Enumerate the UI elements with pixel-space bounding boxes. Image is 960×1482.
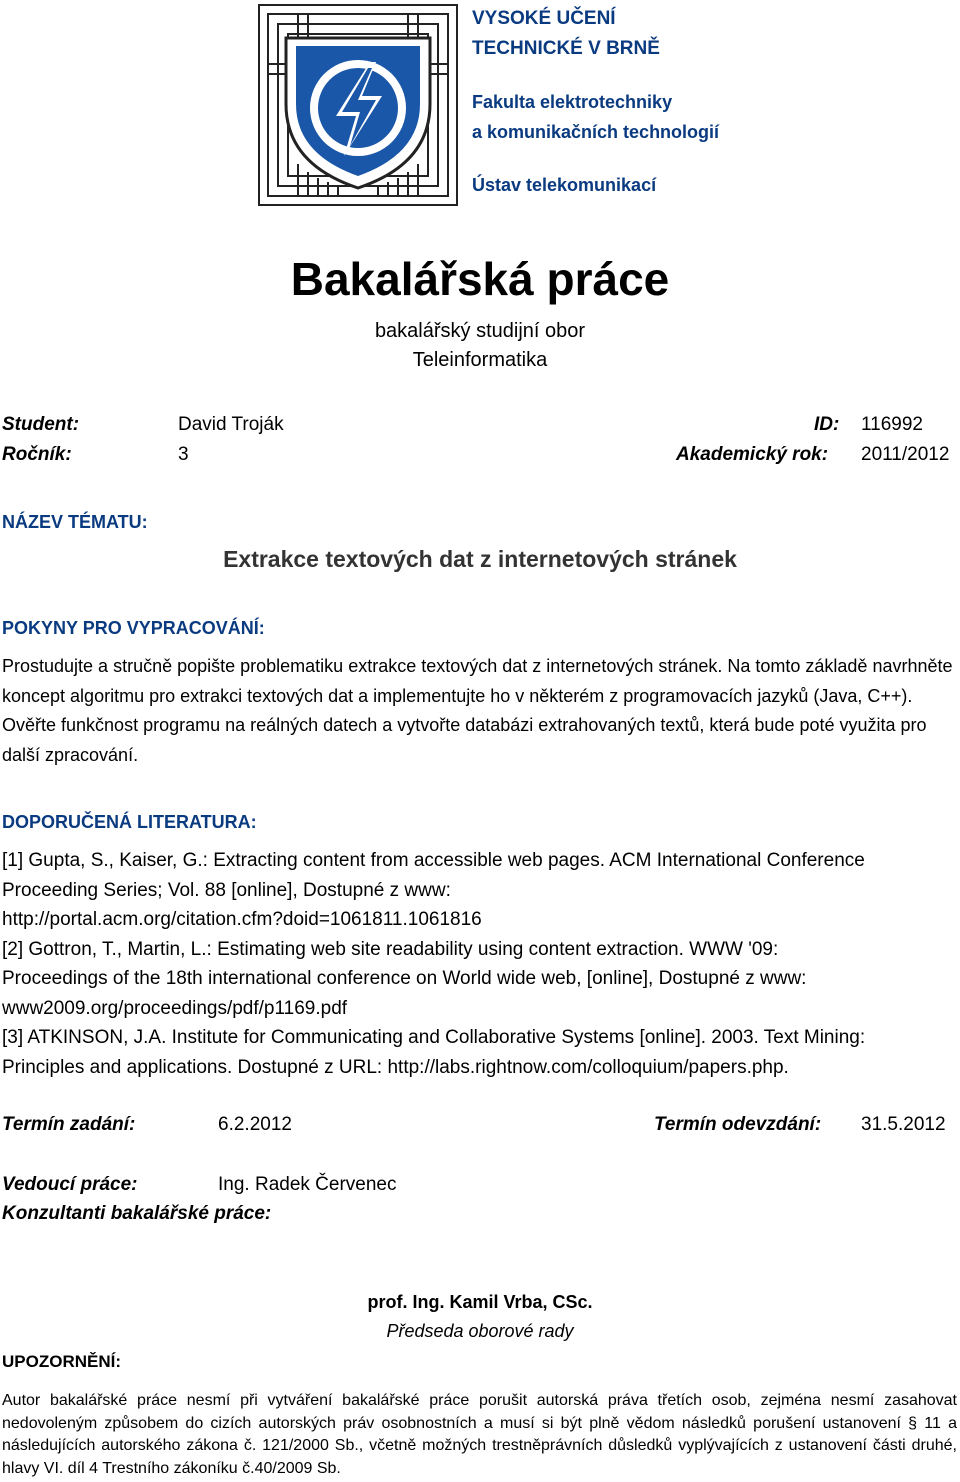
- institute-name: Ústav telekomunikací: [472, 175, 657, 195]
- topic-heading: NÁZEV TÉMATU:: [2, 512, 148, 532]
- university-name-line2: TECHNICKÉ V BRNĚ: [472, 38, 660, 59]
- study-type: bakalářský studijní obor: [374, 320, 586, 342]
- literature-line: http://portal.acm.org/citation.cfm?doid=1061811.1061816: [2, 909, 482, 930]
- study-field: Teleinformatika: [412, 349, 548, 371]
- topic-title: Extrakce textových dat z internetových stránek: [223, 546, 737, 572]
- id-label: ID:: [814, 414, 840, 435]
- academic-year-value: 2011/2012: [861, 444, 950, 465]
- instructions-text: Prostudujte a stručně popište problematiku extrakce textových dat z internetových stránek. Na tomto základě navrhněte koncept algoritmu pro extrakci textových dat a implementujte ho v některém z programovacích jazyků (Java, C++). Ověřte funkčnost programu na reálných datech a vytvořte databázi extrahovaných textů, která bude poté využita pro další zpracování.: [2, 656, 953, 765]
- chair-role: Předseda oborové rady: [386, 1321, 574, 1341]
- assignment-date-value: 6.2.2012: [218, 1114, 292, 1135]
- university-logo-icon: [258, 4, 458, 206]
- literature-line: [3] ATKINSON, J.A. Institute for Communicating and Collaborative Systems [online]. 2003. Text Mining:: [2, 1027, 866, 1048]
- supervisor-value: Ing. Radek Červenec: [218, 1174, 397, 1195]
- submission-date-label: Termín odevzdání:: [654, 1114, 822, 1135]
- faculty-name-line2: a komunikačních technologií: [472, 122, 720, 142]
- instructions-heading: POKYNY PRO VYPRACOVÁNÍ:: [2, 618, 265, 638]
- notice-heading: UPOZORNĚNÍ:: [2, 1352, 121, 1371]
- student-label: Student:: [2, 414, 80, 435]
- literature-list: [2, 846, 957, 1082]
- faculty-name-line1: Fakulta elektrotechniky: [472, 92, 673, 112]
- literature-line: Principles and applications. Dostupné z URL: http://labs.rightnow.com/colloquium/papers.php.: [2, 1056, 789, 1078]
- literature-line: Proceeding Series; Vol. 88 [online], Dostupné z www:: [2, 879, 451, 901]
- id-value: 116992: [861, 414, 923, 435]
- chair-name: prof. Ing. Kamil Vrba, CSc.: [367, 1292, 593, 1312]
- literature-heading: DOPORUČENÁ LITERATURA:: [2, 812, 257, 832]
- literature-line: [2] Gottron, T., Martin, L.: Estimating web site readability using content extraction. WWW '09:: [2, 938, 779, 960]
- university-name-line1: VYSOKÉ UČENÍ: [472, 8, 616, 29]
- submission-date-value: 31.5.2012: [861, 1114, 946, 1135]
- consultants-label: Konzultanti bakalářské práce:: [2, 1203, 272, 1224]
- notice-text: Autor bakalářské práce nesmí při vytváření bakalářské práce porušit autorská práva třetích osob, zejména nesmí zasahovat nedovoleným způsobem do cizích autorských práv osobnostních a musí si být plně vědom následků porušení ustanovení § 11 a následujících autorského zákona č. 121/2000 Sb., včetně možných trestněprávních důsledků vyplývajících z ustanovení části druhé, hlavy VI. díl 4 Trestního zákoníku č.40/2009 Sb.: [2, 1392, 957, 1477]
- academic-year-label: Akademický rok:: [676, 444, 829, 465]
- assignment-date-label: Termín zadání:: [2, 1114, 136, 1135]
- document-title: Bakalářská práce: [290, 253, 670, 305]
- literature-line: www2009.org/proceedings/pdf/p1169.pdf: [2, 997, 348, 1019]
- supervisor-label: Vedoucí práce:: [2, 1174, 138, 1195]
- literature-line: Proceedings of the 18th international conference on World wide web, [online], Dostupné z www:: [2, 968, 807, 989]
- year-value: 3: [178, 444, 189, 465]
- literature-line: [1] Gupta, S., Kaiser, G.: Extracting content from accessible web pages. ACM International Conference: [2, 850, 865, 871]
- student-value: David Troják: [178, 414, 284, 435]
- year-label: Ročník:: [2, 444, 72, 465]
